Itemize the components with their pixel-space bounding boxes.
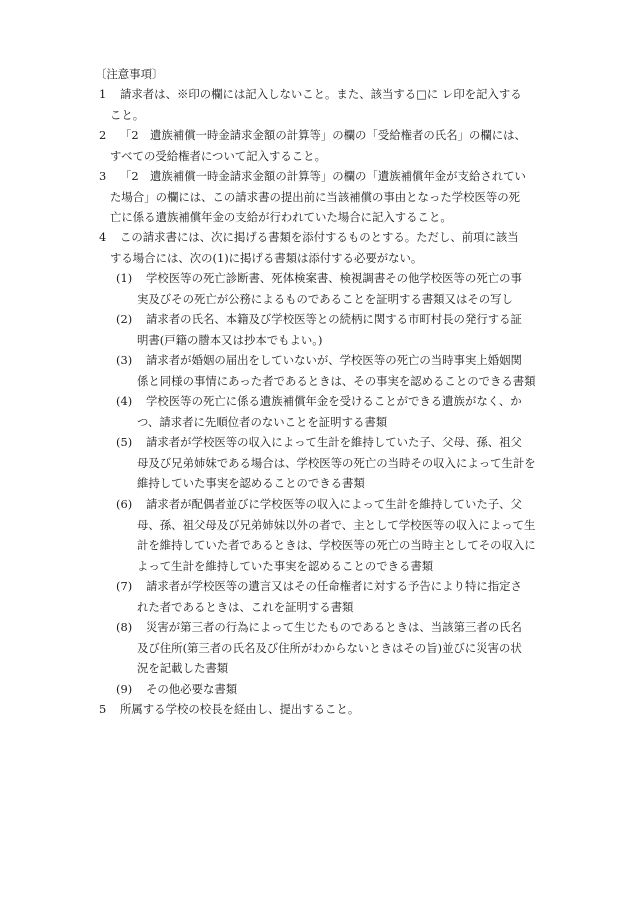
item-number: 5 <box>99 702 107 716</box>
item-text-line: 亡に係る遺族補償年金の支給が行われていた場合に記入すること。 <box>110 210 452 224</box>
note-item-4 <box>99 227 519 268</box>
sub-item-number: (4) <box>116 394 133 408</box>
item-text-line: すべての受給権者について記入すること。 <box>110 148 326 163</box>
item-number: 4 <box>99 230 107 244</box>
sub-item-number: (3) <box>116 353 133 367</box>
sub-item-text-line: その他必要な書類 <box>146 682 238 696</box>
sub-item-text-line: 請求者が配偶者並びに学校医等の収入によって生計を維持していた子、父 <box>146 497 522 511</box>
note-item-2 <box>99 125 526 166</box>
sub-item-number: (6) <box>116 497 133 511</box>
item-text-line: 「2 遺族補償一時金請求金額の計算等」の欄の「受給権者の氏名」の欄には、 <box>120 128 526 142</box>
item-text-line: た場合」の欄には、この請求書の提出前に当該補償の事由となった学校医等の死 <box>110 189 521 204</box>
sub-item-text-line: 母、孫、祖父母及び兄弟姉妹以外の者で、主として学校医等の収入によって生 <box>137 517 536 532</box>
sub-item-7 <box>116 576 522 617</box>
item-text-line: 所属する学校の校長を経由し、提出すること。 <box>120 702 360 716</box>
sub-item-text-line: 請求者が学校医等の遺言又はその任命権者に対する予告により特に指定さ <box>146 579 522 593</box>
sub-item-2 <box>116 309 522 350</box>
sub-item-number: (9) <box>116 682 133 696</box>
note-item-1 <box>99 84 522 125</box>
sub-item-9 <box>116 679 237 700</box>
sub-item-number: (5) <box>116 435 133 449</box>
sub-item-text-line: 学校医等の死亡に係る遺族補償年金を受けることができる遺族がなく、か <box>146 394 522 408</box>
sub-item-text-line: 係と同様の事情にあった者であるときは、その事実を認めることのできる書類 <box>137 373 536 388</box>
sub-item-6 <box>116 494 536 576</box>
sub-item-text-line: 学校医等の死亡診断書、死体検案書、検視調書その他学校医等の死亡の事 <box>146 271 522 285</box>
sub-item-8 <box>116 617 522 679</box>
sub-item-text-line: 母及び兄弟姉妹である場合は、学校医等の死亡の当時その収入によって生計を <box>137 455 536 470</box>
note-item-5 <box>99 699 359 720</box>
sub-item-number: (1) <box>116 271 133 285</box>
sub-item-number: (8) <box>116 620 133 634</box>
sub-item-text-line: つ、請求者に先順位者のないことを証明する書類 <box>137 414 388 429</box>
sub-item-text-line: 況を記載した書類 <box>137 661 229 675</box>
note-item-3 <box>99 166 526 228</box>
sub-item-text-line: 計を維持していた者であるときは、学校医等の死亡の当時主としてその収入に <box>137 538 536 552</box>
sub-item-5 <box>116 432 536 494</box>
sub-item-text-line: 災害が第三者の行為によって生じたものであるときは、当該第三者の氏名 <box>146 620 522 634</box>
sub-item-4 <box>116 391 522 432</box>
item-text-line: この請求書には、次に掲げる書類を添付するものとする。ただし、前項に該当 <box>120 230 519 244</box>
item-text-line: こと。 <box>110 107 145 122</box>
sub-item-1 <box>116 268 522 309</box>
sub-item-text-line: れた者であるときは、これを証明する書類 <box>137 599 354 614</box>
item-text-line: 「2 遺族補償一時金請求金額の計算等」の欄の「遺族補償年金が支給されてい <box>120 169 526 183</box>
section-heading: 〔注意事項〕 <box>95 67 164 81</box>
item-number: 2 <box>99 128 107 142</box>
sub-item-number: (2) <box>116 312 133 326</box>
item-text-line: 請求者は、※印の欄には記入しないこと。また、該当する□に レ印を記入する <box>120 87 522 101</box>
sub-item-number: (7) <box>116 579 133 593</box>
sub-item-text-line: 及び住所(第三者の氏名及び住所がわからないときはその旨)並びに災害の状 <box>137 640 522 655</box>
sub-item-text-line: 請求者が婚姻の届出をしていないが、学校医等の死亡の当時事実上婚姻関 <box>146 353 522 367</box>
sub-item-text-line: 請求者の氏名、本籍及び学校医等との続柄に関する市町村長の発行する証 <box>146 312 522 326</box>
item-number: 1 <box>99 87 107 101</box>
sub-item-text-line: 維持していた事実を認めることのできる書類 <box>137 476 365 490</box>
sub-item-3 <box>116 350 536 391</box>
sub-item-text-line: 明書(戸籍の謄本又は抄本でもよい。) <box>137 332 323 347</box>
sub-item-text-line: よって生計を維持していた事実を認めることのできる書類 <box>137 558 434 573</box>
sub-item-text-line: 実及びその死亡が公務によるものであることを証明する書類又はその写し <box>137 291 513 306</box>
sub-item-text-line: 請求者が学校医等の収入によって生計を維持していた子、父母、孫、祖父 <box>146 435 522 449</box>
item-text-line: する場合には、次の(1)に掲げる書類は添付する必要がない。 <box>110 250 423 265</box>
item-number: 3 <box>99 169 107 183</box>
